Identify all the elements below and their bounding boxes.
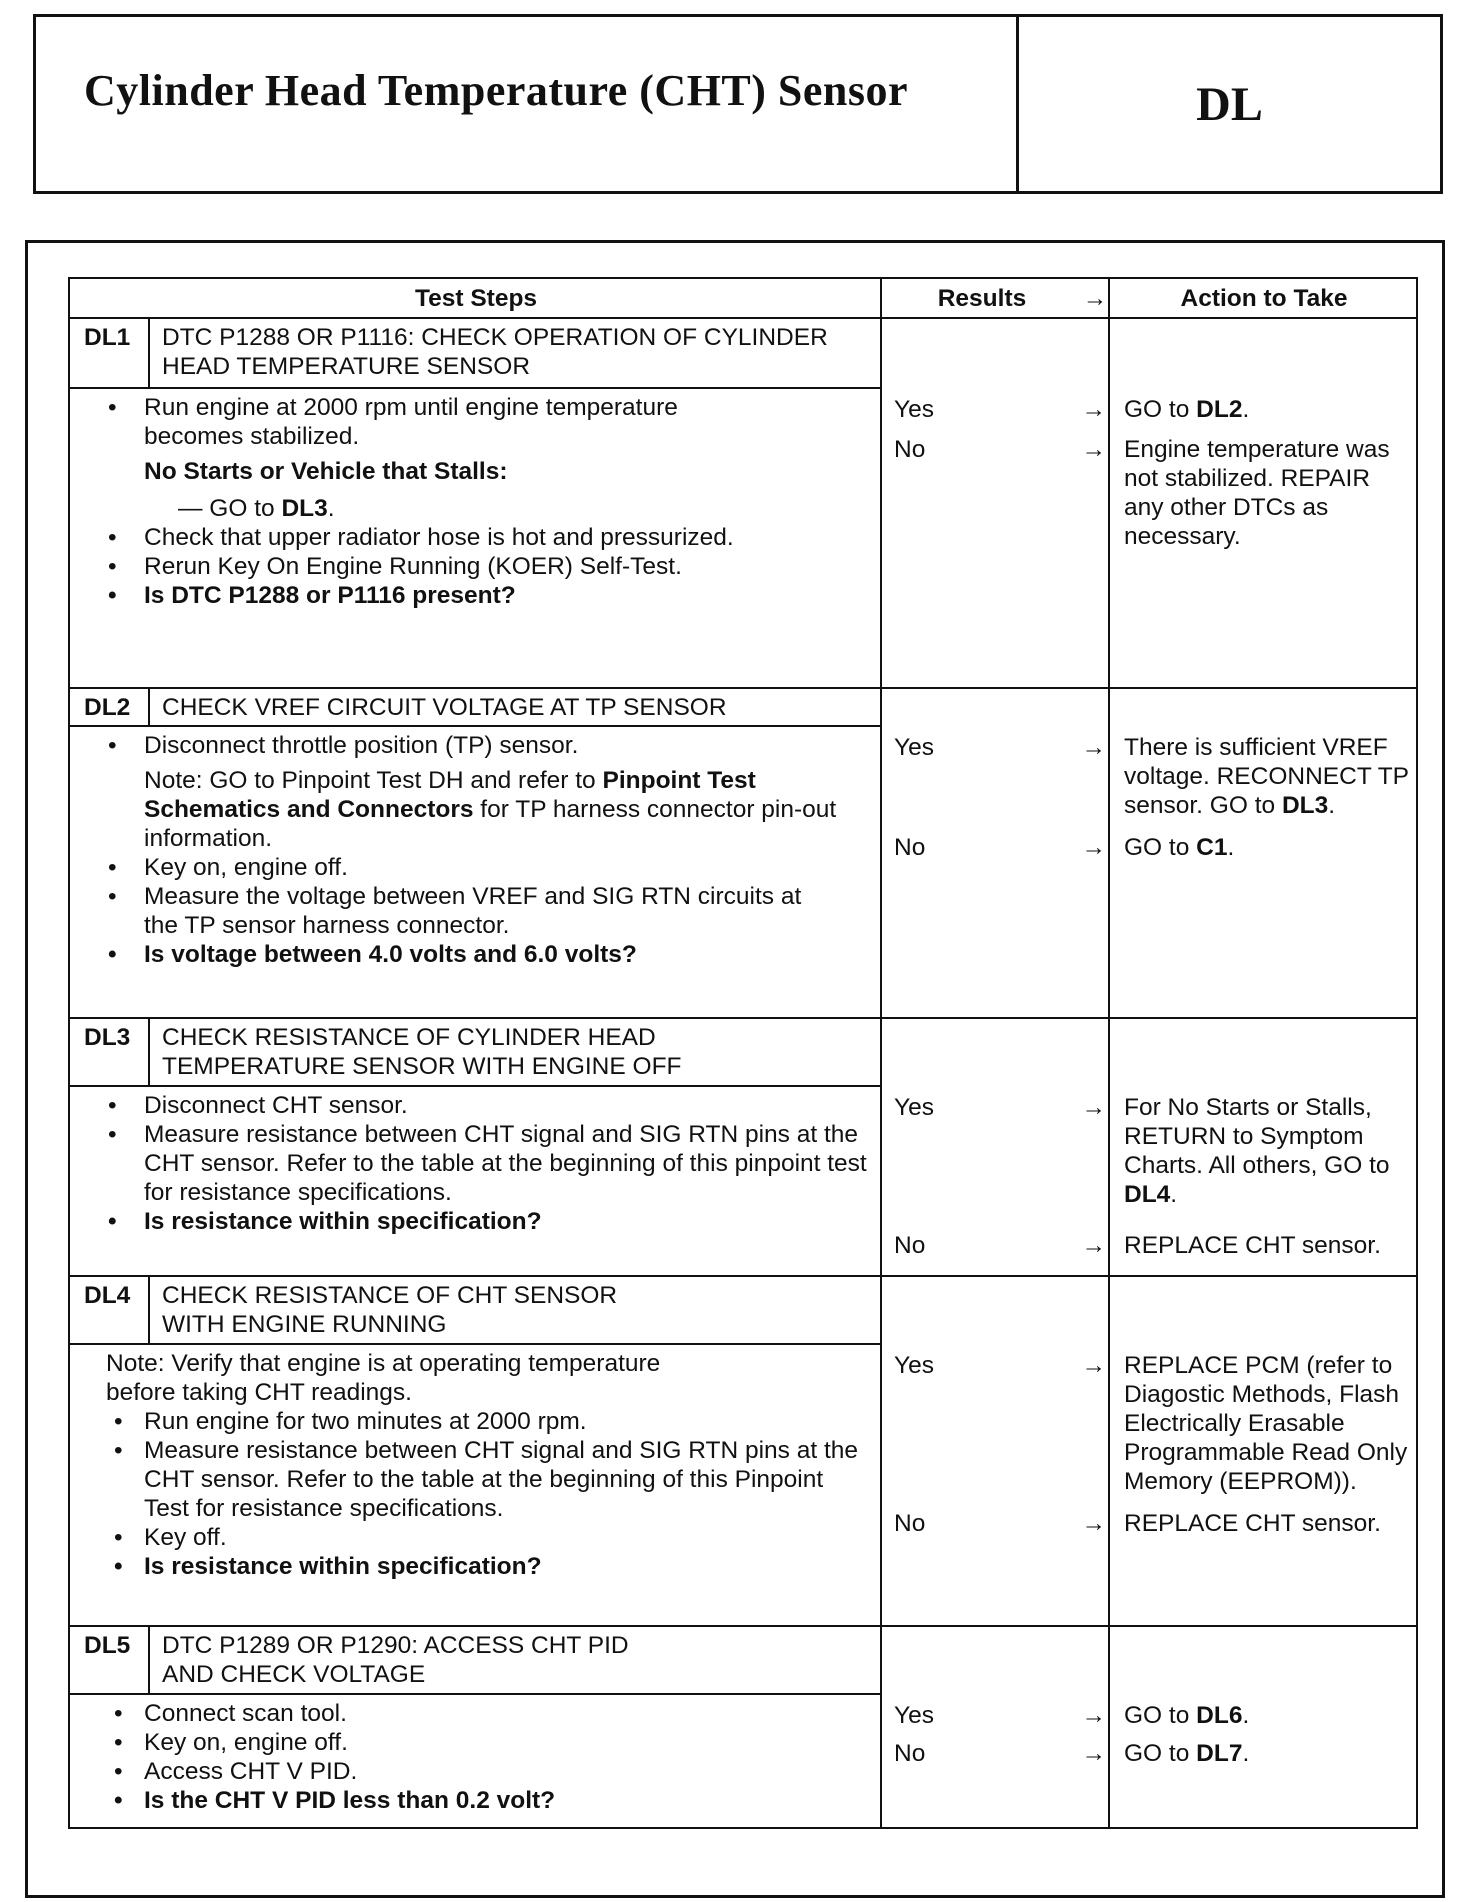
step-id: DL1 <box>70 319 150 389</box>
step-dl1 <box>70 319 1416 689</box>
step-actions <box>1110 319 1424 687</box>
step-link: DL2 <box>1196 396 1243 423</box>
step-question: • Is resistance within specification? <box>100 1207 872 1236</box>
action-text: There is sufficient VREF voltage. RECONNECT TP sensor. GO to <box>1124 734 1409 819</box>
step-id: DL4 <box>70 1277 150 1345</box>
step-dl4 <box>70 1277 1416 1627</box>
step-results <box>882 1277 1110 1625</box>
results-arrow-icon: → <box>1082 284 1108 312</box>
header-results: Results <box>937 284 1027 312</box>
step-actions <box>1110 1019 1424 1275</box>
step-bullet: • Access CHT V PID. <box>106 1757 872 1786</box>
step-bullet: • Disconnect throttle position (TP) sensor. <box>100 731 872 760</box>
note-reference: Pinpoint Test Schematics and Connectors <box>144 767 756 823</box>
step-note <box>100 766 872 853</box>
step-id: DL3 <box>70 1019 150 1087</box>
result-yes: Yes <box>894 734 934 761</box>
action-yes: There is sufficient VREF voltage. RECONNECT TP sensor. GO to DL3. <box>1124 734 1409 819</box>
action-yes: For No Starts or Stalls, RETURN to Symptom Charts. All others, GO to DL4. <box>1124 1094 1390 1208</box>
result-no: No <box>894 436 926 463</box>
action-no: GO to DL7. <box>1124 1740 1250 1767</box>
step-dl3 <box>70 1019 1416 1277</box>
action-text: GO to <box>1124 1740 1190 1767</box>
step-heading: DTC P1288 OR P1116: CHECK OPERATION OF CYLINDER HEAD TEMPERATURE SENSOR <box>150 319 882 389</box>
action-yes: GO to DL2. <box>1124 396 1250 423</box>
note-prefix: Note: GO to Pinpoint Test DH and refer to <box>144 767 596 794</box>
step-bullet: • Measure the voltage between VREF and SIG RTN circuits at the TP sensor harness connector. <box>100 882 872 940</box>
step-bullet: • Run engine at 2000 rpm until engine temperature becomes stabilized. <box>100 393 872 451</box>
step-heading: CHECK RESISTANCE OF CHT SENSOR WITH ENGINE RUNNING <box>150 1277 882 1345</box>
action-yes: REPLACE PCM (refer to Diagostic Methods, Flash Electrically Erasable Programmable Read Only Memory (EEPROM)). <box>1124 1352 1408 1495</box>
step-bullet: • Disconnect CHT sensor. <box>100 1091 872 1120</box>
sub-prefix: — GO to <box>178 495 275 522</box>
step-link: C1 <box>1196 834 1228 861</box>
step-link: DL6 <box>1196 1702 1243 1729</box>
step-bullet: • Connect scan tool. <box>106 1699 872 1728</box>
step-results <box>882 1019 1110 1275</box>
result-yes: Yes <box>894 396 934 423</box>
step-bullet: • Key off. <box>106 1523 872 1552</box>
arrow-icon: → <box>1081 1094 1106 1121</box>
step-body <box>70 1695 882 1815</box>
step-heading: DTC P1289 OR P1290: ACCESS CHT PID AND CHECK VOLTAGE <box>150 1627 882 1695</box>
arrow-icon: → <box>1081 436 1106 463</box>
step-link: DL3 <box>281 495 328 522</box>
action-text: GO to <box>1124 834 1190 861</box>
page-title: Cylinder Head Temperature (CHT) Sensor <box>84 66 909 115</box>
action-yes: GO to DL6. <box>1124 1702 1250 1729</box>
content-frame <box>25 240 1445 1898</box>
step-bullet: • Run engine for two minutes at 2000 rpm. <box>106 1407 872 1436</box>
step-body <box>70 1087 882 1236</box>
result-yes: Yes <box>894 1094 934 1121</box>
action-text: GO to <box>1124 396 1190 423</box>
header-title-cell <box>36 17 1019 191</box>
step-dl5 <box>70 1627 1416 1827</box>
arrow-icon: → <box>1081 834 1106 861</box>
step-body <box>70 727 882 969</box>
result-no: No <box>894 1510 926 1537</box>
header-action: Action to Take <box>1180 284 1348 312</box>
step-heading: CHECK VREF CIRCUIT VOLTAGE AT TP SENSOR <box>150 689 882 727</box>
step-link: DL4 <box>1124 1181 1171 1208</box>
step-bullet: • Rerun Key On Engine Running (KOER) Self-Test. <box>100 552 872 581</box>
step-question: • Is voltage between 4.0 volts and 6.0 volts? <box>100 940 872 969</box>
step-bullet: • Check that upper radiator hose is hot and pressurized. <box>100 523 872 552</box>
page-header <box>33 14 1443 194</box>
step-bullet: • Key on, engine off. <box>100 853 872 882</box>
action-no: Engine temperature was not stabilized. REPAIR any other DTCs as necessary. <box>1124 436 1390 550</box>
action-no: GO to C1. <box>1124 834 1235 861</box>
result-yes: Yes <box>894 1352 934 1379</box>
step-actions <box>1110 1627 1424 1827</box>
step-dl2 <box>70 689 1416 1019</box>
step-actions <box>1110 1277 1424 1625</box>
step-note: Note: Verify that engine is at operating temperature before taking CHT readings. <box>106 1350 661 1406</box>
step-body <box>70 389 882 610</box>
arrow-icon: → <box>1081 1352 1106 1379</box>
header-test-steps: Test Steps <box>414 284 538 312</box>
action-text: For No Starts or Stalls, RETURN to Symptom Charts. <box>1124 1094 1372 1179</box>
table-header <box>70 279 1416 319</box>
step-bullet: • Measure resistance between CHT signal and SIG RTN pins at the CHT sensor. Refer to the table at the beginning of this Pinpoint Test for resistance specifications. <box>106 1436 872 1523</box>
step-question: • Is resistance within specification? <box>106 1552 872 1581</box>
step-id: DL2 <box>70 689 150 727</box>
step-question: • Is the CHT V PID less than 0.2 volt? <box>106 1786 872 1815</box>
result-yes: Yes <box>894 1702 934 1729</box>
arrow-icon: → <box>1081 1702 1106 1729</box>
arrow-icon: → <box>1081 734 1106 761</box>
arrow-icon: → <box>1081 1740 1106 1767</box>
result-no: No <box>894 1740 926 1767</box>
result-no: No <box>894 1232 926 1259</box>
step-link: DL7 <box>1196 1740 1243 1767</box>
action-no: REPLACE CHT sensor. <box>1124 1232 1381 1259</box>
step-results <box>882 319 1110 687</box>
step-actions <box>1110 689 1424 1017</box>
result-no: No <box>894 834 926 861</box>
section-code: DL <box>1196 77 1263 131</box>
action-no: REPLACE CHT sensor. <box>1124 1510 1381 1537</box>
step-id: DL5 <box>70 1627 150 1695</box>
action-text: All others, GO to <box>1208 1152 1390 1179</box>
arrow-icon: → <box>1081 1232 1106 1259</box>
step-bullet: • Measure resistance between CHT signal and SIG RTN pins at the CHT sensor. Refer to the table at the beginning of this pinpoint test for resistance specifications. <box>100 1120 872 1207</box>
arrow-icon: → <box>1081 396 1106 423</box>
step-sub: — GO to DL3. <box>178 495 335 522</box>
note-suffix: for TP harness connector pin-out information. <box>144 796 837 852</box>
action-text: GO to <box>1124 1702 1190 1729</box>
step-results <box>882 689 1110 1017</box>
step-results <box>882 1627 1110 1827</box>
step-note: No Starts or Vehicle that Stalls: <box>144 458 508 485</box>
diagnostic-table <box>68 277 1418 1829</box>
step-bullet: • Key on, engine off. <box>106 1728 872 1757</box>
step-link: DL3 <box>1281 792 1329 819</box>
step-question: • Is DTC P1288 or P1116 present? <box>100 581 872 610</box>
step-body <box>70 1345 882 1581</box>
arrow-icon: → <box>1081 1510 1106 1537</box>
step-heading: CHECK RESISTANCE OF CYLINDER HEAD TEMPERATURE SENSOR WITH ENGINE OFF <box>150 1019 882 1087</box>
